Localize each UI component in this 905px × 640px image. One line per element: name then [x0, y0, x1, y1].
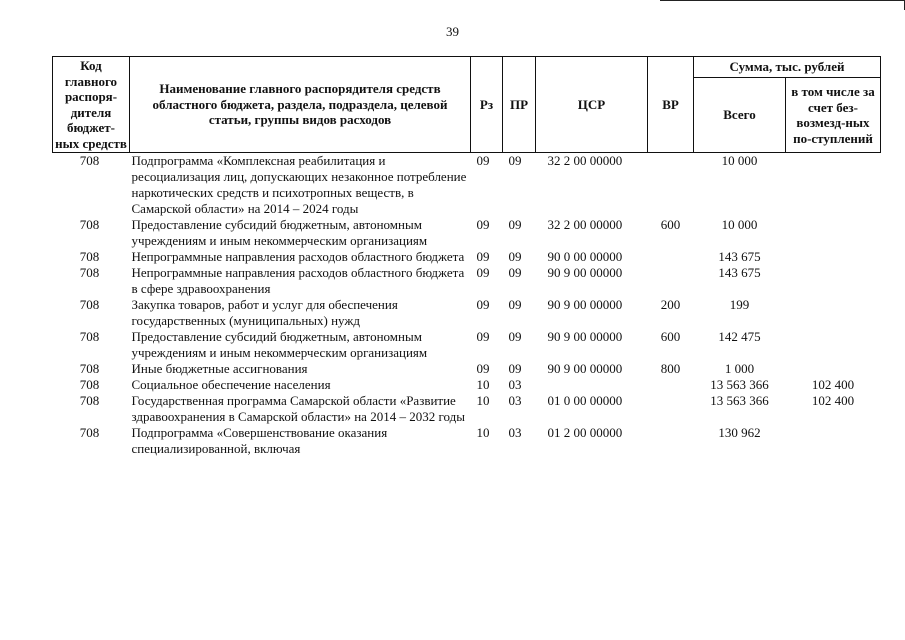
cell-code: 708 — [79, 361, 100, 376]
header-name: Наименование главного распорядителя средств областного бюджета, раздела, подраздела, целевой статьи, группы видов расходов — [130, 57, 471, 153]
cell-total: 130 962 — [718, 425, 761, 440]
cell-code: 708 — [79, 153, 100, 168]
cell-vr: 600 — [660, 217, 681, 232]
top-border-line — [660, 0, 905, 1]
cell-name: Социальное обеспечение населения — [131, 377, 331, 392]
table-row — [53, 361, 881, 377]
cell-csr: 32 2 00 00000 — [547, 153, 623, 168]
cell-name: Подпрограмма «Совершенствование оказания специализированной, включая — [131, 425, 388, 456]
cell-total: 199 — [729, 297, 750, 312]
table-row — [53, 393, 881, 425]
cell-pr: 03 — [508, 377, 522, 392]
cell-total: 13 563 366 — [710, 377, 769, 392]
cell-code: 708 — [79, 249, 100, 264]
budget-table — [52, 56, 881, 457]
cell-total: 10 000 — [721, 153, 758, 168]
header-sum: Сумма, тыс. рублей — [694, 57, 881, 78]
cell-free — [786, 425, 881, 457]
cell-pr: 09 — [508, 361, 522, 376]
cell-vr — [648, 249, 694, 265]
cell-total: 1 000 — [724, 361, 755, 376]
cell-name: Подпрограмма «Комплексная реабилитация и ресоциализация лиц, допускающих незаконное потребление наркотических средств и психотропных веществ, в Самарской области» на 2014 – 2024 годы — [131, 153, 467, 216]
cell-free — [786, 361, 881, 377]
cell-rz: 09 — [476, 297, 490, 312]
cell-free — [786, 153, 881, 218]
cell-vr — [648, 377, 694, 393]
cell-total: 13 563 366 — [710, 393, 769, 408]
cell-free: 102 400 — [811, 393, 855, 408]
cell-name: Иные бюджетные ассигнования — [131, 361, 308, 376]
cell-total: 143 675 — [718, 265, 761, 280]
cell-name: Предоставление субсидий бюджетным, автономным учреждениям и иным некоммерческим организациям — [131, 217, 428, 248]
cell-free: 102 400 — [811, 377, 855, 392]
cell-total: 142 475 — [718, 329, 761, 344]
cell-pr: 03 — [508, 425, 522, 440]
cell-rz: 10 — [476, 377, 490, 392]
table-row — [53, 265, 881, 297]
cell-total: 10 000 — [721, 217, 758, 232]
cell-vr: 800 — [660, 361, 681, 376]
table-row — [53, 217, 881, 249]
cell-csr: 90 9 00 00000 — [547, 297, 623, 312]
cell-free — [786, 297, 881, 329]
cell-vr — [648, 425, 694, 457]
cell-csr: 01 2 00 00000 — [547, 425, 623, 440]
table-body — [53, 153, 881, 458]
cell-free — [786, 265, 881, 297]
cell-free — [786, 249, 881, 265]
table-header — [53, 57, 881, 153]
table-row — [53, 153, 881, 218]
cell-free — [786, 217, 881, 249]
table-row — [53, 329, 881, 361]
cell-code: 708 — [79, 425, 100, 440]
cell-csr: 90 9 00 00000 — [547, 329, 623, 344]
cell-code: 708 — [79, 377, 100, 392]
cell-rz: 09 — [476, 329, 490, 344]
cell-code: 708 — [79, 329, 100, 344]
cell-rz: 10 — [476, 425, 490, 440]
page-number: 39 — [446, 24, 459, 39]
cell-code: 708 — [79, 265, 100, 280]
cell-rz: 10 — [476, 393, 490, 408]
cell-csr: 90 9 00 00000 — [547, 361, 623, 376]
cell-csr: 90 0 00 00000 — [547, 249, 623, 264]
table-row — [53, 249, 881, 265]
cell-rz: 09 — [476, 265, 490, 280]
header-total: Всего — [694, 78, 786, 153]
cell-rz: 09 — [476, 249, 490, 264]
cell-name: Государственная программа Самарской области «Развитие здравоохранения в Самарской области» на 2014 – 2032 годы — [131, 393, 465, 424]
table-row — [53, 377, 881, 393]
cell-vr — [648, 393, 694, 425]
header-free: в том числе за счет без-возмезд-ных по-ступлений — [786, 78, 881, 153]
cell-code: 708 — [79, 393, 100, 408]
cell-csr: 90 9 00 00000 — [547, 265, 623, 280]
header-rz: Рз — [471, 57, 503, 153]
cell-name: Закупка товаров, работ и услуг для обеспечения государственных (муниципальных) нужд — [131, 297, 398, 328]
cell-total: 143 675 — [718, 249, 761, 264]
cell-pr: 09 — [508, 265, 522, 280]
cell-csr — [536, 377, 648, 393]
cell-name: Предоставление субсидий бюджетным, автономным учреждениям и иным некоммерческим организациям — [131, 329, 428, 360]
header-code: Код главного распоря-дителя бюджет-ных средств — [53, 57, 130, 153]
cell-pr: 03 — [508, 393, 522, 408]
cell-pr: 09 — [508, 329, 522, 344]
table-row — [53, 425, 881, 457]
cell-pr: 09 — [508, 217, 522, 232]
cell-vr — [648, 265, 694, 297]
cell-rz: 09 — [476, 361, 490, 376]
cell-pr: 09 — [508, 249, 522, 264]
cell-vr — [648, 153, 694, 218]
cell-pr: 09 — [508, 153, 522, 168]
cell-rz: 09 — [476, 217, 490, 232]
cell-vr: 200 — [660, 297, 681, 312]
header-pr: ПР — [503, 57, 536, 153]
cell-rz: 09 — [476, 153, 490, 168]
header-vr: ВР — [648, 57, 694, 153]
header-csr: ЦСР — [536, 57, 648, 153]
cell-csr: 32 2 00 00000 — [547, 217, 623, 232]
cell-name: Непрограммные направления расходов областного бюджета в сфере здравоохранения — [131, 265, 465, 296]
cell-name: Непрограммные направления расходов областного бюджета — [131, 249, 465, 264]
cell-vr: 600 — [660, 329, 681, 344]
table-row — [53, 297, 881, 329]
cell-pr: 09 — [508, 297, 522, 312]
cell-code: 708 — [79, 217, 100, 232]
cell-csr: 01 0 00 00000 — [547, 393, 623, 408]
cell-code: 708 — [79, 297, 100, 312]
cell-free — [786, 329, 881, 361]
